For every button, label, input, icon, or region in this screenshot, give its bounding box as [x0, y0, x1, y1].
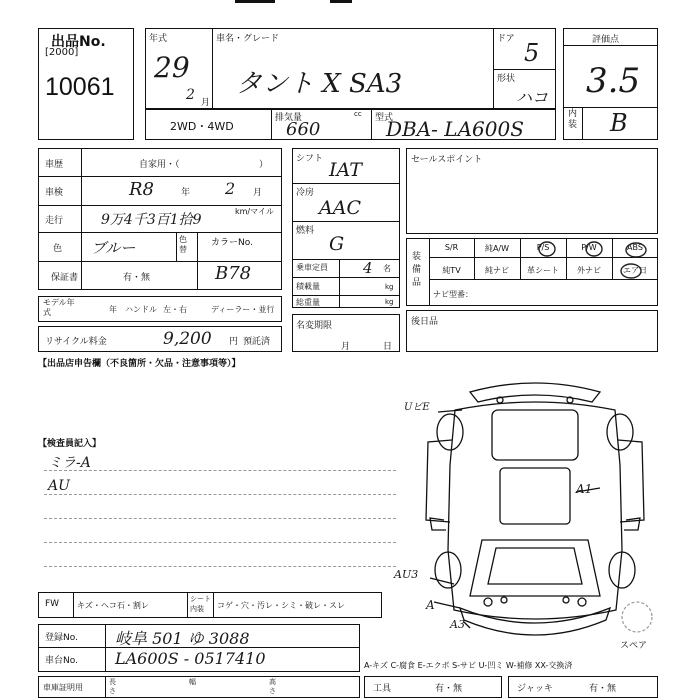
equipment-airbag: エア日: [623, 266, 647, 275]
weight-label: 総重量: [296, 298, 320, 307]
model-year-label: モデル年式: [43, 298, 75, 317]
weight-unit: kg: [385, 298, 394, 306]
lot-title: 出品No.: [51, 34, 106, 50]
equipment-sr: S/R: [444, 243, 459, 252]
name-change-day: 日: [383, 342, 393, 352]
mid-data-block: [292, 148, 400, 308]
year-label: 年式: [149, 34, 168, 44]
recycle-value: 9,200: [163, 329, 212, 349]
length-label: 長さ: [109, 678, 116, 695]
displacement-label: 排気量: [275, 113, 303, 123]
tools-row: [364, 676, 502, 698]
equipment-label: 装備品: [412, 252, 422, 288]
sales-point-label: セールスポイント: [411, 155, 483, 165]
inspector-note-1: ミラ-A: [48, 455, 91, 471]
car-name-block: [145, 28, 556, 110]
handle-value: 左・右: [163, 305, 187, 314]
origin-close: ）: [259, 160, 269, 170]
garage-cert-row: [38, 676, 360, 698]
ac-value: AAC: [319, 197, 361, 219]
equipment-aftermarket-navi: 外ナビ: [577, 266, 601, 275]
diagram-mark-front-left: A: [426, 598, 435, 612]
fuel-label: 燃料: [296, 226, 315, 236]
interior-value: B: [610, 109, 628, 137]
mileage-value: 9万4千3百1拾9: [101, 212, 202, 228]
options-block: [406, 310, 658, 352]
load-label: 積載量: [296, 282, 320, 291]
tools-label: 工具: [373, 684, 392, 694]
equipment-tv: 純TV: [442, 266, 461, 275]
car-name-label: 車名・グレード: [216, 34, 280, 44]
diagram-mark-right: A1: [576, 482, 593, 496]
fw-values: キズ・ヘコ石・割レ: [77, 601, 149, 610]
doors-label: ドア: [497, 34, 515, 44]
width-label: 幅: [189, 678, 196, 686]
shift-label: シフト: [296, 154, 324, 164]
capacity-label: 乗車定員: [296, 263, 328, 272]
equipment-leather-seat: 革シート: [527, 266, 559, 275]
color-no-value: B78: [215, 263, 252, 284]
seat-label: シート内装: [190, 595, 211, 613]
jack-row: [508, 676, 658, 698]
displacement-unit: cc: [354, 110, 362, 118]
color-no-label: カラーNo.: [211, 238, 253, 248]
lot-sub: [2000]: [45, 47, 79, 58]
year-value: 29: [154, 51, 190, 84]
registration-block: [38, 624, 360, 672]
registration-label: 登録No.: [45, 633, 78, 643]
flags-row: [38, 592, 382, 618]
recycle-label: リサイクル料金: [45, 337, 107, 347]
recycle-unit: 円: [229, 337, 239, 347]
equipment-power-window: P/W: [581, 243, 597, 252]
origin-value: 自家用・（: [139, 160, 180, 170]
warranty-label: 保証書: [51, 273, 79, 283]
shift-value: IAT: [329, 159, 362, 181]
recycle-note: 預託済: [243, 337, 271, 347]
score-box: [563, 28, 658, 140]
interior-label: 内装: [568, 109, 578, 130]
jack-label: ジャッキ: [517, 684, 553, 694]
equipment-block: [406, 238, 658, 306]
seller-notes-label: 【出品店申告欄（不良箇所・欠品・注意事項等）】: [38, 359, 241, 369]
header-fragment-2: [330, 0, 352, 3]
car-name-value: タント X SA3: [236, 69, 403, 99]
name-change-label: 名変期限: [296, 321, 333, 331]
doors-value: 5: [524, 39, 540, 67]
shaken-year-unit: 年: [181, 188, 191, 198]
name-change-block: [292, 314, 400, 352]
height-label: 高さ: [269, 678, 276, 695]
shaken-month-unit: 月: [253, 188, 263, 198]
spare-label: スペア: [620, 641, 648, 651]
lot-box: [38, 28, 134, 140]
navi-model-label: ナビ型番：: [433, 290, 473, 299]
equipment-alloy-wheel: 純A/W: [484, 244, 510, 253]
capacity-value: 4: [363, 259, 373, 277]
handle-label: ハンドル: [125, 305, 157, 314]
options-label: 後日品: [411, 317, 439, 327]
left-data-block: [38, 148, 282, 290]
displacement-value: 660: [286, 119, 321, 140]
chassis-label: 車台No.: [45, 656, 78, 666]
damage-legend: A-キズ C-腐食 E-エクボ S-サビ U-凹ミ W-補修 XX-交換済: [364, 661, 573, 670]
drive-row: [145, 108, 556, 140]
seat-values: コゲ・穴・汚レ・シミ・破レ・スレ: [217, 601, 345, 610]
inspector-label: 【検査員記入】: [38, 439, 102, 449]
diagram-mark-left: AU3: [394, 568, 419, 581]
recycle-row: [38, 326, 282, 352]
model-value: DBA- LA600S: [386, 117, 524, 141]
diagram-mark-rear: UビE: [404, 402, 430, 413]
body-shape-label: 形状: [497, 74, 516, 84]
equipment-abs: ABS: [627, 243, 643, 252]
registration-value: 岐阜 501 ゆ 3088: [115, 629, 250, 648]
origin-label: 車歴: [45, 160, 64, 170]
model-label: 型式: [375, 113, 394, 123]
color-change-label: 色替: [179, 235, 187, 254]
sales-point-block: [406, 148, 658, 234]
mileage-label: 走行: [45, 216, 64, 226]
garage-cert-label: 車庫証明用: [43, 683, 83, 692]
fuel-value: G: [329, 233, 345, 255]
jack-value: 有・無: [589, 684, 617, 694]
score-value: 3.5: [586, 61, 641, 101]
equipment-power-steering: P/S: [536, 243, 550, 252]
model-year-unit: 年: [109, 305, 117, 314]
score-label: 評価点: [592, 35, 620, 45]
warranty-value: 有・無: [123, 273, 151, 283]
lot-number: 10061: [45, 73, 115, 101]
diagram-mark-front: A3: [450, 618, 465, 631]
drive-value: 2WD・4WD: [170, 120, 234, 133]
mileage-unit: km/マイル: [235, 207, 274, 216]
ac-label: 冷房: [296, 188, 315, 198]
body-shape-value: ハコ: [516, 88, 549, 107]
inspector-note-2: AU: [48, 478, 70, 494]
year-month-unit: 月: [201, 98, 211, 108]
shaken-label: 車検: [45, 188, 64, 198]
load-unit: kg: [385, 283, 394, 291]
dealer-value: ディーラー・並行: [211, 305, 275, 314]
name-change-month: 月: [341, 342, 351, 352]
color-label: 色: [53, 244, 63, 254]
year-month-value: 2: [186, 87, 195, 103]
shaken-value: R8: [129, 179, 155, 200]
equipment-navi: 純ナビ: [485, 266, 509, 275]
capacity-unit: 名: [383, 264, 391, 273]
equipment-marks: [407, 239, 659, 307]
model-year-row: [38, 296, 282, 322]
chassis-value: LA600S - 0517410: [115, 649, 266, 668]
car-damage-diagram: [400, 370, 670, 670]
fw-label: FW: [45, 599, 60, 609]
tools-value: 有・無: [435, 684, 463, 694]
shaken-month: 2: [225, 179, 236, 198]
header-fragment-1: [235, 0, 275, 3]
color-value: ブルー: [91, 239, 136, 257]
